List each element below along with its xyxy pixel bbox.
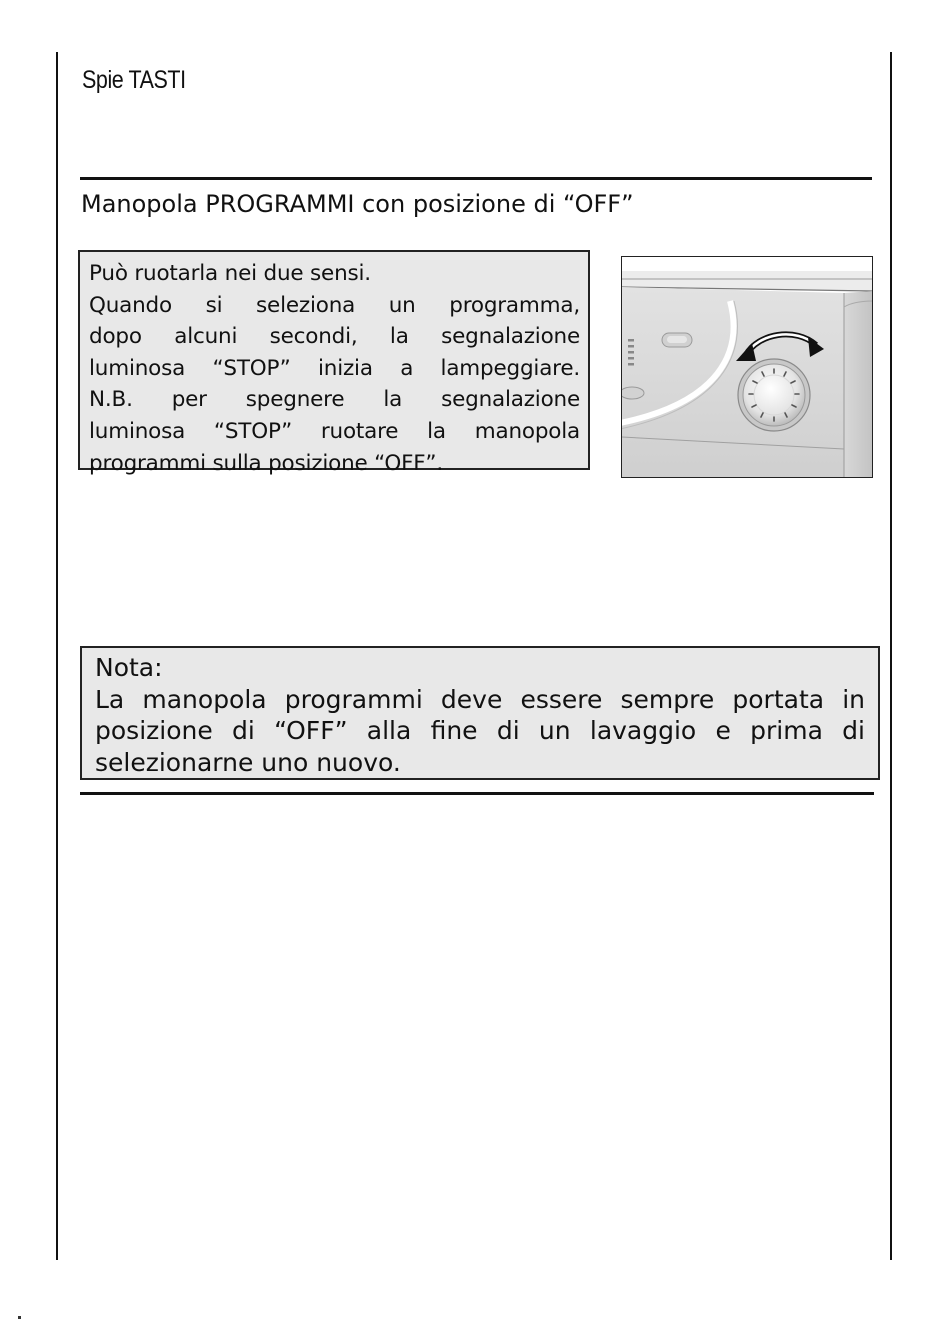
description-line: dopo alcuni secondi, la segnalazione <box>89 324 580 350</box>
divider-top <box>80 177 872 180</box>
scan-mark <box>18 1316 21 1319</box>
note-line: selezionarne uno nuovo. <box>95 747 401 777</box>
page-margin-line-right <box>890 52 892 1260</box>
description-line: luminosa “STOP” ruotare la manopola <box>89 418 580 444</box>
description-line: Può ruotarla nei due sensi. <box>89 261 371 286</box>
note-label: Nota: <box>95 653 163 682</box>
section-title: Spie TASTI <box>82 66 186 94</box>
description-line: Quando si seleziona un programma, <box>89 292 580 318</box>
divider-bottom <box>80 792 874 795</box>
knob-description-box <box>78 250 590 476</box>
knob-section-title: Manopola PROGRAMMI con posizione di “OFF” <box>81 190 634 218</box>
page-margin-line-left <box>56 52 58 1260</box>
note-line: posizione di “OFF” alla fine di un lavaggio e prima di <box>95 716 865 745</box>
note-box <box>80 646 880 780</box>
description-line: N.B. per spegnere la segnalazione <box>89 387 580 413</box>
description-line: programmi sulla posizione “OFF”. <box>89 450 443 476</box>
program-knob-illustration <box>621 256 873 478</box>
note-line: La manopola programmi deve essere sempre portata in <box>95 684 865 714</box>
description-line: luminosa “STOP” inizia a lampeggiare. <box>89 355 580 381</box>
